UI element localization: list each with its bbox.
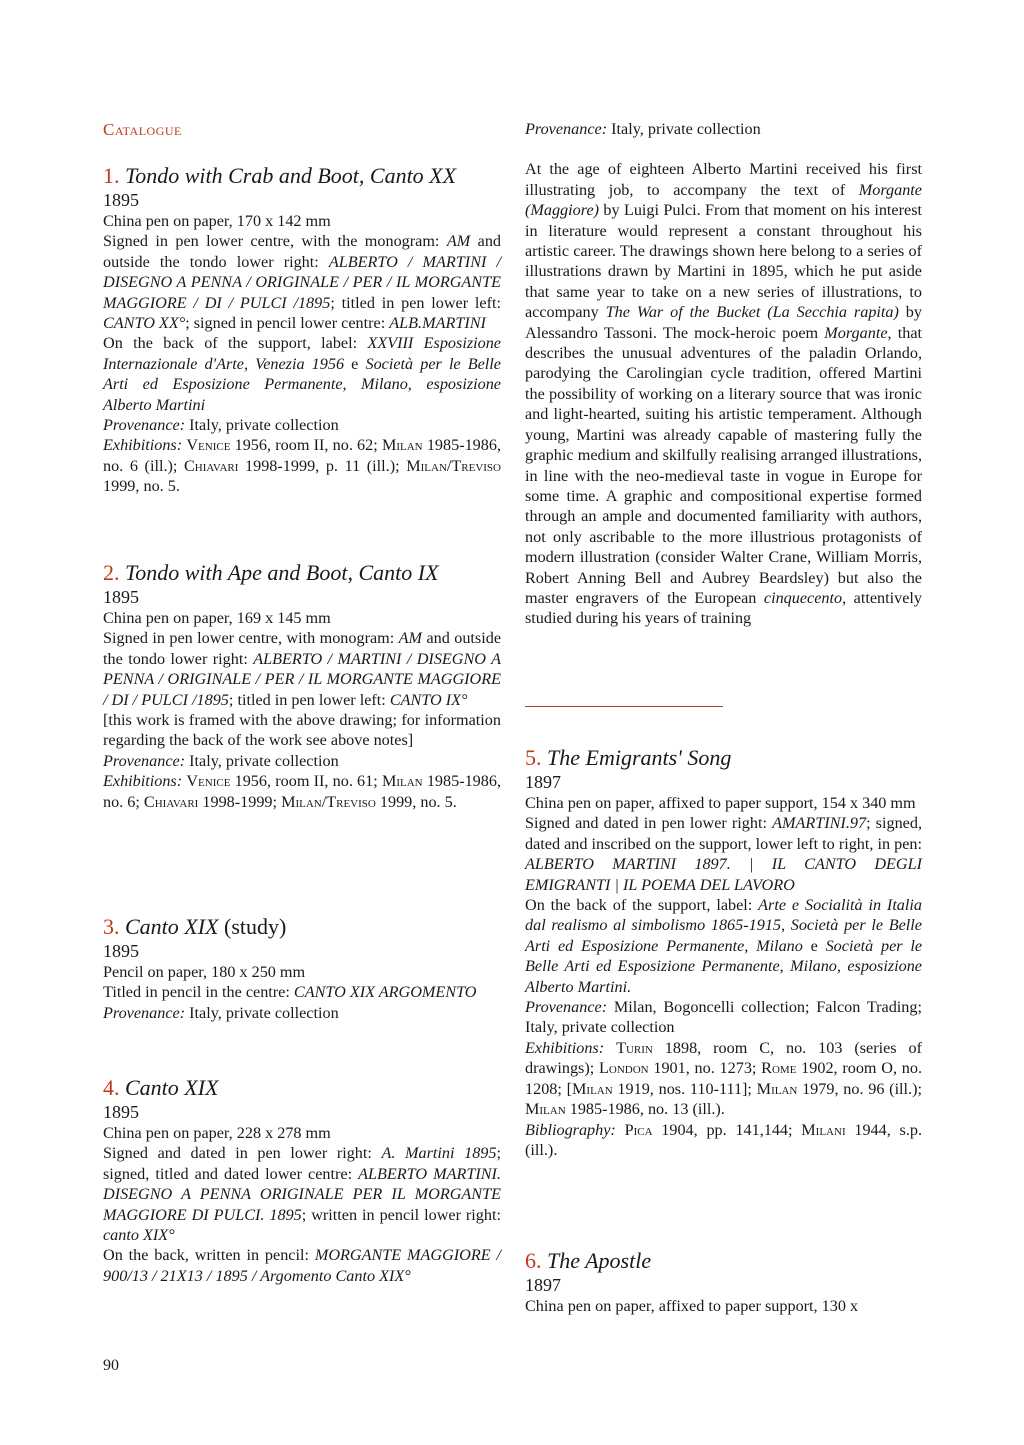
entry-title: 5. The Emigrants' Song — [525, 745, 732, 770]
entry-year: 1897 — [525, 772, 561, 792]
entry-exhibitions: Exhibitions: Venice 1956, room II, no. 61; Milan 1985-1986, no. 6; Chiavari 1998-1999; Milan/Treviso 1999, no. 5. — [103, 772, 502, 811]
essay — [525, 119, 922, 629]
entry-bibliography: Bibliography: Pica 1904, pp. 141,144; Milani 1944, s.p. (ill.). — [525, 1120, 923, 1159]
essay-text: At the age of eighteen Alberto Martini received his first illustrating job, to accompany the text of Morgante (Maggiore) by Luigi Pulci. From that moment on his interest in literature would represent a constant throughout his artistic career. The drawings shown here belong to a series of illustrations drawn by Martini in 1895, which he put aside that same year to take on a new series of illustrations, to accompany The War of the Bucket (La Secchia rapita) by Alessandro Tassoni. The mock-heroic poem Morgante, that describes the unusual adventures of the paladin Orlando, parodying the Carolingian cycle tradition, offered Martini the possibility of working on a literary source that was ironic and light-hearted, suiting his artistic temperament. Although young, Martini was already capable of mastering fully the graphic medium and skilfully realising arranged illustrations, in line with the neo-medieval taste in vogue in Europe for some time. A graphic and compositional expertise formed through an ample and documented familiarity with authors, not only ascribable to the more illustrious protagonists of modern illustration (consider Walter Crane, William Morris, Robert Anning Bell and Aubrey Beardsley) but also the master engravers of the European cinquecento, attentively studied during his years of training — [525, 160, 922, 628]
entry-medium: China pen on paper, affixed to paper support, 154 x 340 mm — [525, 794, 916, 812]
entry-title: 3. Canto XIX (study) — [103, 914, 287, 939]
entry-exhibitions: Exhibitions: Venice 1956, room II, no. 62; Milan 1985-1986, no. 6 (ill.); Chiavari 1998-1999, p. 11 (ill.); Milan/Treviso 1999, no. 5. — [103, 436, 502, 496]
entry-year: 1895 — [103, 587, 139, 607]
entry-title: 6. The Apostle — [525, 1248, 652, 1273]
entry-provenance: Provenance: Milan, Bogoncelli collection; Falcon Trading; Italy, private collection — [525, 998, 922, 1037]
catalogue-entry-3 — [103, 914, 501, 1023]
catalogue-entry-1 — [103, 163, 501, 497]
entry-medium: Pencil on paper, 180 x 250 mm — [103, 963, 306, 981]
entry-signature: Signed in pen lower centre, with monogram: AM and outside the tondo lower right: ALBERTO / MARTINI / DISEGNO A PENNA / ORIGINALE / PER / IL MORGANTE MAGGIORE / DI / PULCI /1895; titled in pen lower left: CANTO IX° — [103, 629, 502, 709]
catalogue-entry-2 — [103, 560, 501, 812]
entry-signature: Signed and dated in pen lower right: AMARTINI.97; signed, dated and inscribed on the support, lower left to right, in pen: ALBERTO MARTINI 1897. | IL CANTO DEGLI EMIGRANTI | IL POEMA DEL LAVORO — [525, 814, 922, 894]
entry-year: 1895 — [103, 941, 139, 961]
entry-provenance: Provenance: Italy, private collection — [103, 751, 339, 770]
entry-back-label: On the back of the support, label: XXVIII Esposizione Internazionale d'Arte, Venezia 1956 e Società per le Belle Arti ed Esposizione Permanente, Milano, esposizione Alberto Martini — [103, 334, 501, 414]
entry-signature: Signed in pen lower centre, with the monogram: AM and outside the tondo lower right: ALBERTO / MARTINI / DISEGNO A PENNA / ORIGINALE / PER / IL MORGANTE MAGGIORE / DI / PULCI /1895; titled in pen lower left: CANTO XX°; signed in pencil lower centre: ALB.MARTINI — [103, 232, 502, 333]
entry-medium: China pen on paper, 228 x 278 mm — [103, 1124, 331, 1142]
entry-provenance: Provenance: Italy, private collection — [103, 1003, 339, 1022]
page-number: 90 — [103, 1357, 119, 1374]
entry-year: 1895 — [103, 1102, 139, 1122]
entry-medium: China pen on paper, 170 x 142 mm — [103, 212, 331, 230]
entry-year: 1897 — [525, 1275, 561, 1295]
catalogue-entry-4 — [103, 1075, 501, 1286]
entry-signature: Signed and dated in pen lower right: A. Martini 1895; signed, titled and dated lower centre: ALBERTO MARTINI. DISEGNO A PENNA ORIGINALE PER IL MORGANTE MAGGIORE DI PULCI. 1895; written in pencil lower right: canto XIX° — [103, 1144, 501, 1245]
entry-medium: China pen on paper, affixed to paper support, 130 x — [525, 1297, 859, 1315]
entry-note: [this work is framed with the above drawing; for information regarding the back of the work see above notes] — [103, 711, 501, 750]
essay-provenance: Provenance: Italy, private collection — [525, 120, 761, 138]
entry-signature: Titled in pencil in the centre: CANTO XIX ARGOMENTO — [103, 983, 477, 1002]
catalogue-entry-5 — [525, 745, 922, 1160]
section-divider — [525, 706, 723, 707]
entry-title: 4. Canto XIX — [103, 1075, 219, 1100]
entry-back-label: On the back, written in pencil: MORGANTE MAGGIORE / 900/13 / 21X13 / 1895 / Argomento Canto XIX° — [103, 1246, 502, 1285]
entry-exhibitions: Exhibitions: Turin 1898, room C, no. 103 (series of drawings); London 1901, no. 1273; Rome 1902, room O, no. 1208; [Milan 1919, nos. 110-111]; Milan 1979, no. 96 (ill.); Milan 1985-1986, no. 13 (ill.). — [525, 1038, 923, 1119]
entry-year: 1895 — [103, 190, 139, 210]
entry-provenance: Provenance: Italy, private collection — [103, 416, 339, 435]
entry-title: 1. Tondo with Crab and Boot, Canto XX — [103, 163, 457, 188]
entry-back-label: On the back of the support, label: Arte e Socialità in Italia dal realismo al simbolismo 1865-1915, Società per le Belle Arti ed Esposizione Permanente, Milano e Società per le Belle Arti ed Esposizione Permanente, Milano, esposizione Alberto Martini. — [525, 896, 923, 996]
section-heading: Catalogue — [103, 120, 182, 139]
catalogue-entry-6 — [525, 1248, 922, 1316]
entry-medium: China pen on paper, 169 x 145 mm — [103, 609, 331, 627]
entry-title: 2. Tondo with Ape and Boot, Canto IX — [103, 560, 439, 585]
